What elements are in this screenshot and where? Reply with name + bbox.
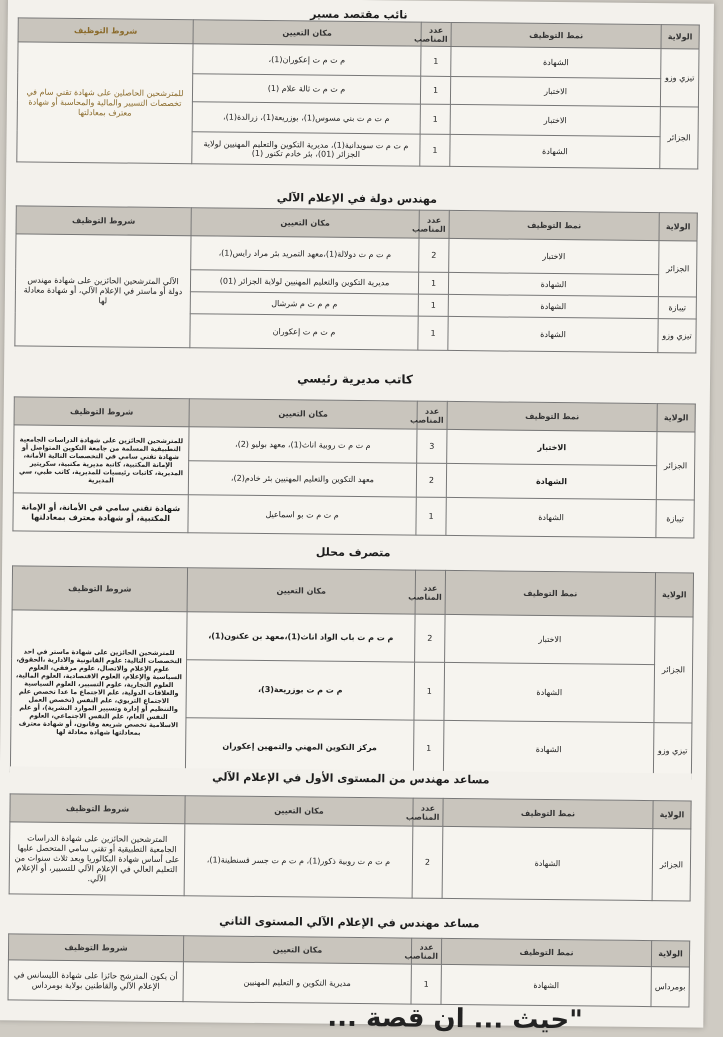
count-cell: 2	[419, 238, 449, 272]
header-conditions: شروط التوظيف	[14, 397, 189, 427]
section-title: مساعد مهندس من المستوى الأول في الإعلام الآلي	[10, 766, 692, 800]
place-cell: معهد التكوين والتعليم المهنيين بئر خادم(2)،	[188, 461, 416, 497]
header-count: عدد المناصب	[421, 22, 451, 46]
section-chief-secretary	[12, 364, 696, 538]
header-conditions: شروط التوظيف	[10, 794, 185, 824]
header-conditions: شروط التوظيف	[16, 206, 191, 236]
wilaya-cell: الجزائر	[656, 432, 695, 500]
recruitment-table	[10, 565, 694, 779]
count-cell: 2	[416, 463, 446, 497]
header-wilaya: الولاية	[661, 25, 699, 49]
section-title: نائب مقتصد مسير	[18, 4, 700, 24]
table-row	[16, 234, 697, 275]
conditions-cell: للمترشحين الحائزين على شهادة ماستر في احد التخصصات التالية: علوم القانونية والادارية ،الحقوق، علوم الإعلام والاتصال، علوم مرفقي، العلوم السياسية والإعلام، العلوم الاقتصادية، العلوم المالية، العلوم التجارية، علوم التسيير، العلوم السياسية والعلاقات الدولية، علم الاجتماع ما عدا تخصص علم الاجتماع التربوي، علم النفس (تخصص العمل والتنظيم أو إدارة وتسيير الموارد البشرية)، أو علم النفس العام، علم النفس الاجتماعي، العلوم الاسلامية تخصص شريعة وقانون، أو شهادة معترف بمعادلتها شهادة معادلة لها	[10, 610, 187, 774]
wilaya-cell: بومرداس	[651, 967, 689, 1007]
mode-cell: الشهادة	[446, 463, 656, 499]
section-deputy-steward	[16, 4, 700, 169]
header-place: مكان التعيين	[189, 399, 417, 429]
count-cell: 1	[418, 316, 448, 350]
place-cell: م ت م ت بو اسماعيل	[188, 495, 416, 535]
mode-cell: الشهادة	[441, 964, 651, 1006]
place-cell: م ت م ت بوزريعة(3)،	[186, 660, 415, 720]
mode-cell: الشهادة	[443, 720, 654, 778]
conditions-cell: أن يكون المترشح حائزا على شهادة الليسانس في الإعلام الآلي والقاطنين بولاية بومرداس	[8, 960, 183, 1002]
section-title: مهندس دولة في الإعلام الآلي	[16, 184, 698, 212]
mode-cell: الشهادة	[450, 134, 660, 168]
section-title: متصرف محلل	[12, 538, 694, 572]
header-wilaya: الولاية	[657, 404, 695, 432]
conditions-cell: المترشحين الحائزين على شهادة الدراسات الجامعية التطبيقية أو تقني سامي المتحصل عليها على أساس شهادة البكالوريا وبعد ثلاث سنوات من التعليم العالي في الإعلام الآلي للتسيير، أو الإعلام الآلي.	[9, 822, 185, 896]
section-assistant-engineer-level1	[9, 766, 692, 901]
mode-cell: الشهادة	[448, 272, 658, 296]
recruitment-table	[12, 396, 695, 538]
count-cell: 1	[420, 134, 450, 166]
header-place: مكان التعيين	[183, 936, 411, 964]
header-place: مكان التعيين	[191, 208, 419, 238]
header-conditions: شروط التوظيف	[8, 934, 183, 962]
count-cell: 1	[413, 720, 444, 776]
mode-cell: الاختبار	[449, 238, 659, 274]
header-count: عدد المناصب	[415, 570, 445, 614]
place-cell: م ت م ت روبية ذكور(1)، م ت م ت جسر قسنطينة(1)،	[184, 824, 413, 898]
header-mode: نمط التوظيف	[451, 22, 661, 48]
header-count: عدد المناصب	[411, 938, 441, 964]
mode-cell: الشهادة	[442, 826, 653, 900]
place-cell: م ت م ت ثالة علام (1)	[192, 74, 420, 104]
mode-cell: الاختبار	[450, 76, 660, 106]
place-cell: م ت م ت إعكوران	[190, 314, 418, 350]
count-cell: 1	[418, 294, 448, 316]
table-row	[13, 493, 694, 538]
header-mode: نمط التوظيف	[449, 210, 659, 240]
mode-cell: الشهادة	[446, 497, 656, 537]
header-place: مكان التعيين	[185, 796, 413, 826]
header-count: عدد المناصب	[419, 210, 449, 238]
header-wilaya: الولاية	[659, 213, 697, 241]
section-analyst-administrator	[10, 538, 694, 779]
count-cell: 1	[420, 104, 450, 134]
mode-cell: الشهادة	[444, 662, 655, 722]
mode-cell: الشهادة	[451, 46, 661, 78]
conditions-cell: للمترشحين الحاصلين على شهادة تقني سام في تخصصات التسيير والمالية والمحاسبة أو شهادة معترف بمعادلتها	[17, 42, 193, 164]
table-row	[12, 610, 693, 665]
conditions-cell: الآلي المترشحين الحائزين على شهادة مهندس دولة أو ماستر في الإعلام الآلي، أو شهادة معادلة لها	[15, 234, 191, 348]
place-cell: مركز التكوين المهني والتمهين إعكوران	[185, 718, 414, 776]
header-place: مكان التعيين	[187, 568, 415, 614]
table-row	[14, 425, 695, 466]
wilaya-cell: تيزي وزو	[653, 723, 692, 779]
header-wilaya: الولاية	[653, 801, 691, 829]
recruitment-table	[9, 793, 692, 901]
count-cell: 1	[421, 46, 451, 76]
table-row	[18, 42, 699, 79]
wilaya-cell: تيبازة	[658, 297, 696, 319]
mode-cell: الاختبار	[450, 104, 660, 136]
count-cell: 1	[414, 662, 445, 720]
place-cell: مديرية التكوين و التعليم المهنيين	[183, 962, 411, 1004]
wilaya-cell: تيزي وزو	[658, 319, 696, 353]
header-place: مكان التعيين	[193, 20, 421, 46]
header-conditions: شروط التوظيف	[12, 566, 187, 612]
section-title: مساعد مهندس في الإعلام الآلي المستوى الثاني	[8, 910, 690, 940]
place-cell: م م م ت م شرشال	[190, 292, 418, 316]
count-cell: 2	[412, 826, 443, 898]
section-title: كاتب مديرية رئيسي	[14, 364, 696, 403]
section-assistant-engineer-level2	[8, 910, 691, 1007]
wilaya-cell: الجزائر	[660, 107, 699, 169]
table-row	[9, 822, 691, 901]
header-count: عدد المناصب	[417, 401, 447, 429]
place-cell: م ت م ت باب الواد اناث(1)،معهد بن عكنون(1)،	[187, 612, 415, 662]
place-cell: م ت م ت سويدانية(1)، مديرية التكوين والتعليم المهنيين لولاية الجزائر (01)، بئر خادم تكنور (1)	[192, 132, 420, 166]
wilaya-cell: الجزائر	[652, 829, 691, 901]
wilaya-cell: تيزي وزو	[660, 49, 699, 107]
place-cell: م ت م ت إعكوران(1)،	[193, 44, 421, 76]
table-row	[8, 960, 689, 1007]
mode-cell: الاختبار	[445, 614, 655, 664]
recruitment-table	[14, 205, 697, 353]
place-cell: م ت م ت دولالة(1)،معهد التمريد بئر مراد رايس(1)،	[191, 236, 419, 272]
header-wilaya: الولاية	[651, 941, 689, 967]
footer-partial-text: "حيث ... ان قصة ...	[327, 1002, 583, 1036]
section-state-engineer-it	[14, 184, 698, 353]
place-cell: مديرية التكوين والتعليم المهنيين لولاية الجزائر (01)	[190, 270, 418, 294]
header-mode: نمط التوظيف	[443, 798, 653, 828]
count-cell: 3	[417, 429, 447, 463]
count-cell: 1	[411, 964, 441, 1004]
mode-cell: الشهادة	[448, 294, 658, 318]
recruitment-table	[8, 933, 691, 1007]
wilaya-cell: تيبازة	[656, 500, 694, 538]
header-wilaya: الولاية	[655, 573, 693, 617]
mode-cell: الشهادة	[448, 316, 658, 352]
recruitment-table	[16, 17, 699, 169]
mode-cell: الاختبار	[447, 429, 657, 465]
count-cell: 1	[416, 497, 446, 535]
header-conditions: شروط التوظيف	[18, 18, 193, 44]
wilaya-cell: الجزائر	[658, 241, 697, 297]
place-cell: م ت م ت بني مسوس(1)، بوزريعة(1)، زرالدة(1)،	[192, 102, 420, 134]
header-mode: نمط التوظيف	[445, 570, 655, 616]
conditions-cell: شهادة تقني سامي في الأمانة، أو الإمانة المكتبية، أو شهادة معترف بمعادلتها	[13, 493, 188, 533]
header-mode: نمط التوظيف	[441, 938, 651, 966]
place-cell: م ت م ت روبية اناث(1)، معهد بوليو (2)،	[189, 427, 417, 463]
count-cell: 1	[418, 272, 448, 294]
count-cell: 2	[415, 614, 446, 662]
wilaya-cell: الجزائر	[654, 617, 693, 723]
header-count: عدد المناصب	[413, 798, 443, 826]
conditions-cell: للمترشحين الحائزين على شهادة الدراسات الجامعية التطبيقية المسلمة من جامعة التكوين المتواصل أو شهادة تقني سامي في التخصصات التالية الأمانة، الإمانة المكتبية، كاتبة مديرية مكتبية، سكريتير المديرية، كاتبات رئيسيات للمديرية، كاتب طبي، سي المديرية	[13, 425, 189, 495]
count-cell: 1	[420, 76, 450, 104]
header-mode: نمط التوظيف	[447, 401, 657, 431]
